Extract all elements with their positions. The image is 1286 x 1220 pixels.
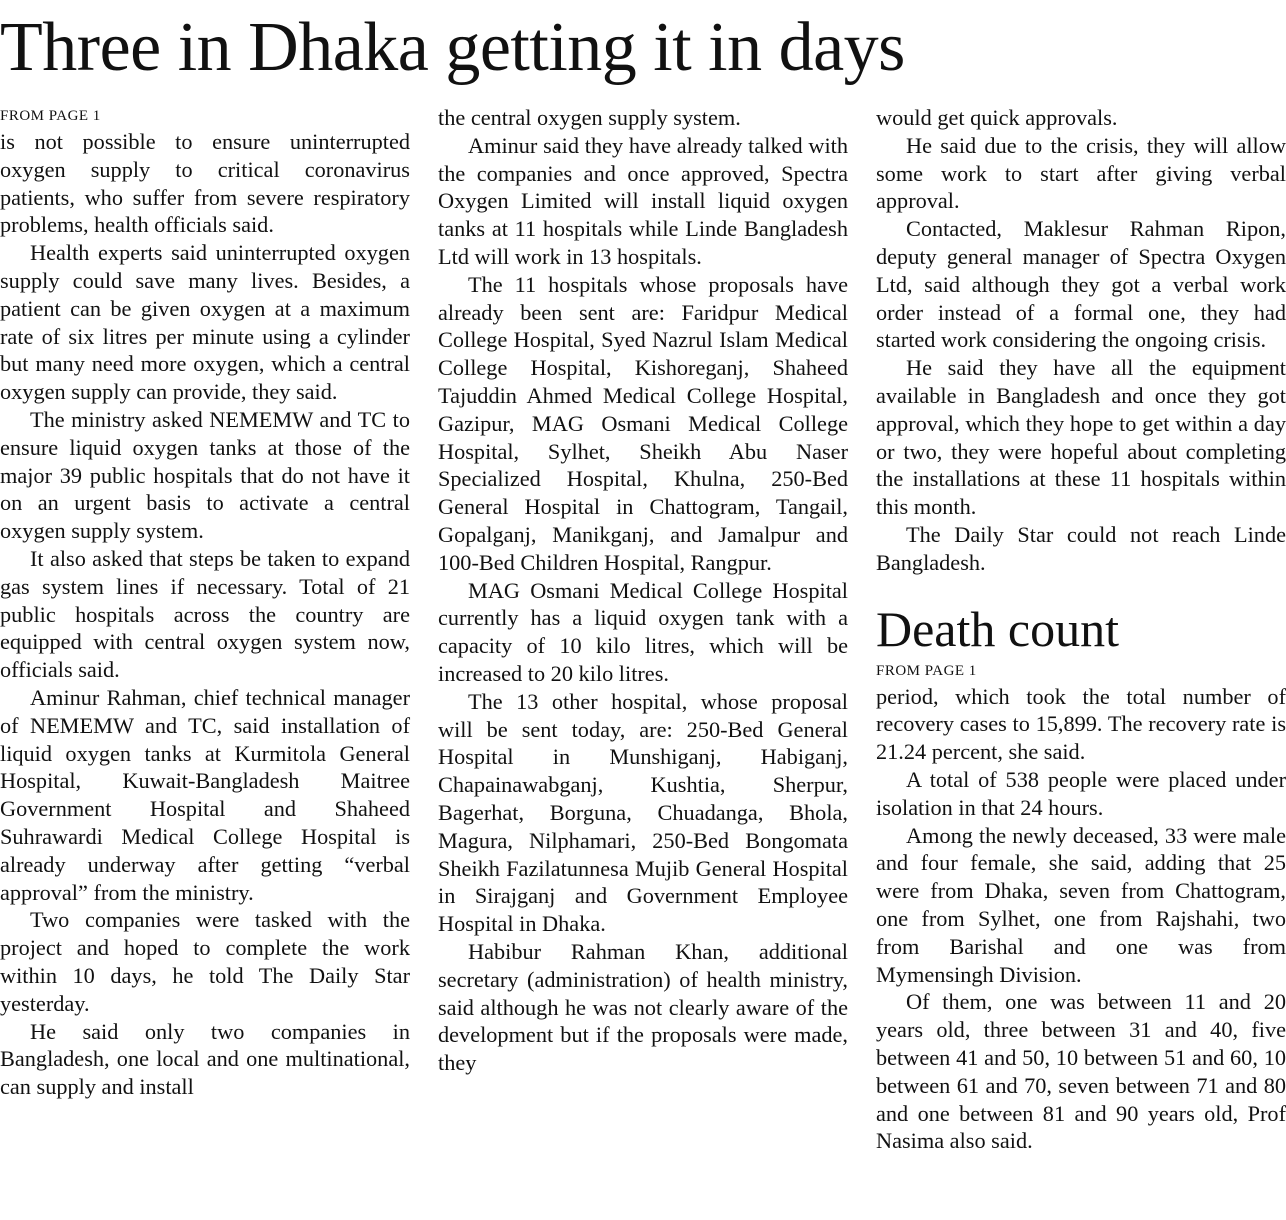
paragraph: A total of 538 people were placed under isolation in that 24 hours. xyxy=(876,766,1286,820)
from-page-kicker: FROM PAGE 1 xyxy=(876,662,977,679)
paragraph: He said they have all the equipment available in Bangladesh and once they got approval, which they hope to get within a day or two, they were hopeful about completing the installations at these 11 hospitals within this month. xyxy=(876,355,1286,520)
paragraph: Among the newly deceased, 33 were male and four female, she said, adding that 25 were from Dhaka, seven from Chattogram, one from Sylhet, one from Rajshahi, two from Barishal and one was from Mymensingh Division. xyxy=(876,822,1286,987)
paragraph: would get quick approvals. xyxy=(876,105,1118,130)
paragraph: Of them, one was between 11 and 20 years old, three between 31 and 40, five between 41 and 50, 10 between 51 and 60, 10 between 61 and 70, seven between 71 and 80 and one between 81 and 90 years old, Prof Nasima also said. xyxy=(876,989,1286,1154)
headline-three-in-dhaka: Three in Dhaka getting it in days xyxy=(0,9,905,86)
paragraph: The Daily Star could not reach Linde Bangladesh. xyxy=(876,521,1286,575)
paragraph: Two companies were tasked with the project and hoped to complete the work within 10 days, he told The Daily Star yesterday. xyxy=(0,907,410,1016)
paragraph: Aminur Rahman, chief technical manager of NEMEMW and TC, said installation of liquid oxygen tanks at Kurmitola General Hospital, Kuwait-Bangladesh Maitree Government Hospital and Shaheed Suhrawardi Medical College Hospital is already underway after getting “verbal approval” from the ministry. xyxy=(0,684,410,905)
paragraph: is not possible to ensure uninterrupted oxygen supply to critical coronavirus patients, who suffer from severe respiratory problems, health officials said. xyxy=(0,129,410,238)
paragraph: Health experts said uninterrupted oxygen supply could save many lives. Besides, a patient can be given oxygen at a maximum rate of six litres per minute using a cylinder but many need more oxygen, which a central oxygen supply can provide, they said. xyxy=(0,240,410,405)
paragraph: He said due to the crisis, they will allow some work to start after giving verbal approval. xyxy=(876,132,1286,214)
paragraph: Aminur said they have already talked with the companies and once approved, Spectra Oxygen Limited will install liquid oxygen tanks at 11 hospitals while Linde Bangladesh Ltd will work in 13 hospitals. xyxy=(438,132,848,269)
paragraph: The ministry asked NEMEMW and TC to ensure liquid oxygen tanks at those of the major 39 public hospitals that do not have it on an urgent basis to activate a central oxygen supply system. xyxy=(0,406,410,544)
paragraph: Contacted, Maklesur Rahman Ripon, deputy general manager of Spectra Oxygen Ltd, said although they got a verbal work order instead of a formal one, they had started work considering the ongoing crisis. xyxy=(876,216,1286,353)
paragraph: He said only two companies in Bangladesh, one local and one multinational, can supply and install xyxy=(0,1018,410,1100)
paragraph: the central oxygen supply system. xyxy=(438,105,741,130)
paragraph: It also asked that steps be taken to expand gas system lines if necessary. Total of 21 public hospitals across the country are equipped with central oxygen system now, officials said. xyxy=(0,545,410,683)
headline-death-count: Death count xyxy=(876,600,1119,657)
from-page-kicker: FROM PAGE 1 xyxy=(0,108,101,124)
article-column-3 xyxy=(876,104,1286,1155)
paragraph: The 11 hospitals whose proposals have already been sent are: Faridpur Medical College Hospital, Syed Nazrul Islam Medical College Hospital, Kishoreganj, Shaheed Tajuddin Ahmed Medical College Hospital, Gazipur, MAG Osmani Medical College Hospital, Sylhet, Sheikh Abu Naser Specialized Hospital, Khulna, 250-Bed General Hospital in Chattogram, Tangail, Gopalganj, Manikganj, and Jamalpur and 100-Bed Children Hospital, Rangpur. xyxy=(438,271,848,575)
paragraph: The 13 other hospital, whose proposal will be sent today, are: 250-Bed General Hospital in Munshiganj, Habiganj, Chapainawabganj, Kushtia, Sherpur, Bagerhat, Borguna, Chuadanga, Bhola, Magura, Nilphamari, 250-Bed Bongomata Sheikh Fazilatunnesa Mujib General Hospital in Sirajganj and Government Employee Hospital in Dhaka. xyxy=(438,688,848,937)
paragraph: Habibur Rahman Khan, additional secretary (administration) of health ministry, said although he was not clearly aware of the development but if the proposals were made, they xyxy=(438,938,848,1076)
paragraph: MAG Osmani Medical College Hospital currently has a liquid oxygen tank with a capacity of 10 kilo litres, which will be increased to 20 kilo litres. xyxy=(438,577,848,686)
article-column-2 xyxy=(438,104,848,1077)
article-column-1 xyxy=(0,104,410,1101)
paragraph: period, which took the total number of recovery cases to 15,899. The recovery rate is 21.24 percent, she said. xyxy=(876,683,1286,765)
